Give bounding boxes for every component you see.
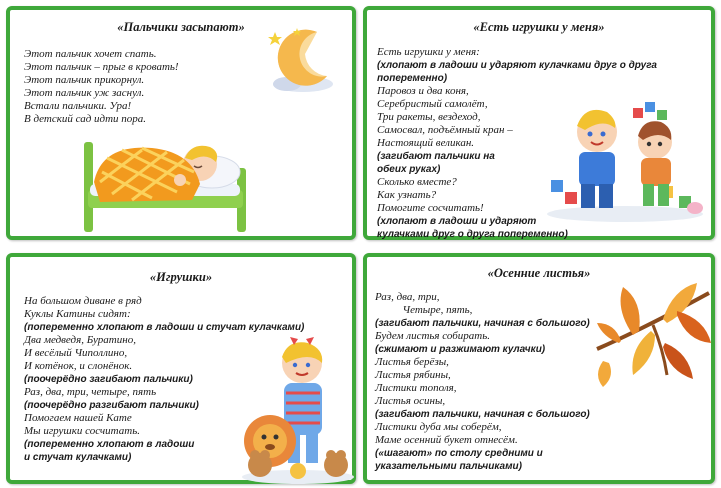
children-playing-toys-icon [545,96,705,224]
verse-line: Четыре, пять, [375,304,473,316]
rhyme-card-i-have-toys [363,6,715,240]
instruction-line: (загибают пальчики, начиная с большого) [375,409,590,420]
instruction-line: (хлопают в ладоши и ударяют [377,216,537,227]
rhyme-card-fingers-sleep [6,6,356,240]
verse-line: В детский сад идти пора. [24,113,147,125]
verse-line: Этот пальчик прикорнул. [24,74,145,86]
verse-line: Как узнать? [377,189,437,201]
verse-line: И весёлый Чиполлино, [24,347,128,359]
verse-line: Есть игрушки у меня: [377,46,480,58]
instruction-line: (поочерёдно загибают пальчики) [24,374,193,385]
verse-line: Этот пальчик уж заснул. [24,87,145,99]
instruction-line: (загибают пальчики на [377,151,495,162]
rhyme-card-autumn-leaves [363,253,715,484]
instruction-line: («шагают» по столу средними и [375,448,543,459]
card-title: «Пальчики засыпают» [117,20,245,34]
verse-line: Листья осины, [375,395,446,407]
autumn-leaves-branch-icon [593,279,713,389]
sleeping-child-icon [82,122,252,234]
verse-line: Серебристый самолёт, [377,98,488,110]
verse-line: Встали пальчики. Ура! [24,100,132,112]
instruction-line: обеих руках) [377,164,441,175]
verse-line: И котёнок, и слонёнок. [24,360,133,372]
card-title: «Осенние листья» [487,266,591,280]
verse-line: Два медведя, Буратино, [24,334,136,346]
verse-line: Этот пальчик хочет спать. [24,48,157,60]
moon-icon [265,24,343,96]
verse-line: Раз, два, три, [375,291,440,303]
card-title: «Игрушки» [149,270,213,284]
verse-line: Этот пальчик – прыг в кровать! [24,61,179,73]
instruction-line: и стучат кулачками) [24,452,132,463]
rhyme-card-toys [6,253,356,484]
verse-line: Три ракеты, вездеход, [377,111,481,123]
rhyme-text [24,48,179,126]
verse-line: На большом диване в ряд [24,295,142,307]
card-title: «Есть игрушки у меня» [473,20,605,34]
verse-line: Листья рябины, [375,369,451,381]
verse-line: Самосвал, подъёмный кран – [377,124,513,136]
verse-line: Маме осенний букет отнесём. [375,434,518,446]
verse-line: Сколько вместе? [377,176,457,188]
verse-line: Листики тополя, [375,382,457,394]
verse-line: Листики дуба мы соберём, [375,421,502,433]
verse-line: Листья берёзы, [375,356,449,368]
instruction-line: попеременно) [377,73,448,84]
girl-with-plush-toys-icon [238,337,356,485]
verse-line: Помогаем нашей Кате [24,412,132,424]
verse-line: Помогите сосчитать! [377,202,484,214]
instruction-line: (попеременно хлопают в ладоши и стучат кулачками) [24,322,305,333]
instruction-line: (загибают пальчики, начиная с большого) [375,318,590,329]
instruction-line: кулачками друг о друга попеременно) [377,229,568,240]
verse-line: Настоящий великан. [377,137,475,149]
verse-line: Куклы Катины сидят: [24,308,131,320]
instruction-line: (попеременно хлопают в ладоши [24,439,195,450]
verse-line: Будем листья собирать. [375,330,490,342]
verse-line: Паровоз и два коня, [377,85,469,97]
instruction-line: (сжимают и разжимают кулачки) [375,344,546,355]
instruction-line: (поочерёдно разгибают пальчики) [24,400,199,411]
verse-line: Раз, два, три, четыре, пять [24,386,157,398]
verse-line: Мы игрушки сосчитать. [24,425,140,437]
rhyme-text [375,291,590,473]
instruction-line: (хлопают в ладоши и ударяют кулачками друг о друга [377,60,657,71]
instruction-line: указательными пальчиками) [375,461,522,472]
